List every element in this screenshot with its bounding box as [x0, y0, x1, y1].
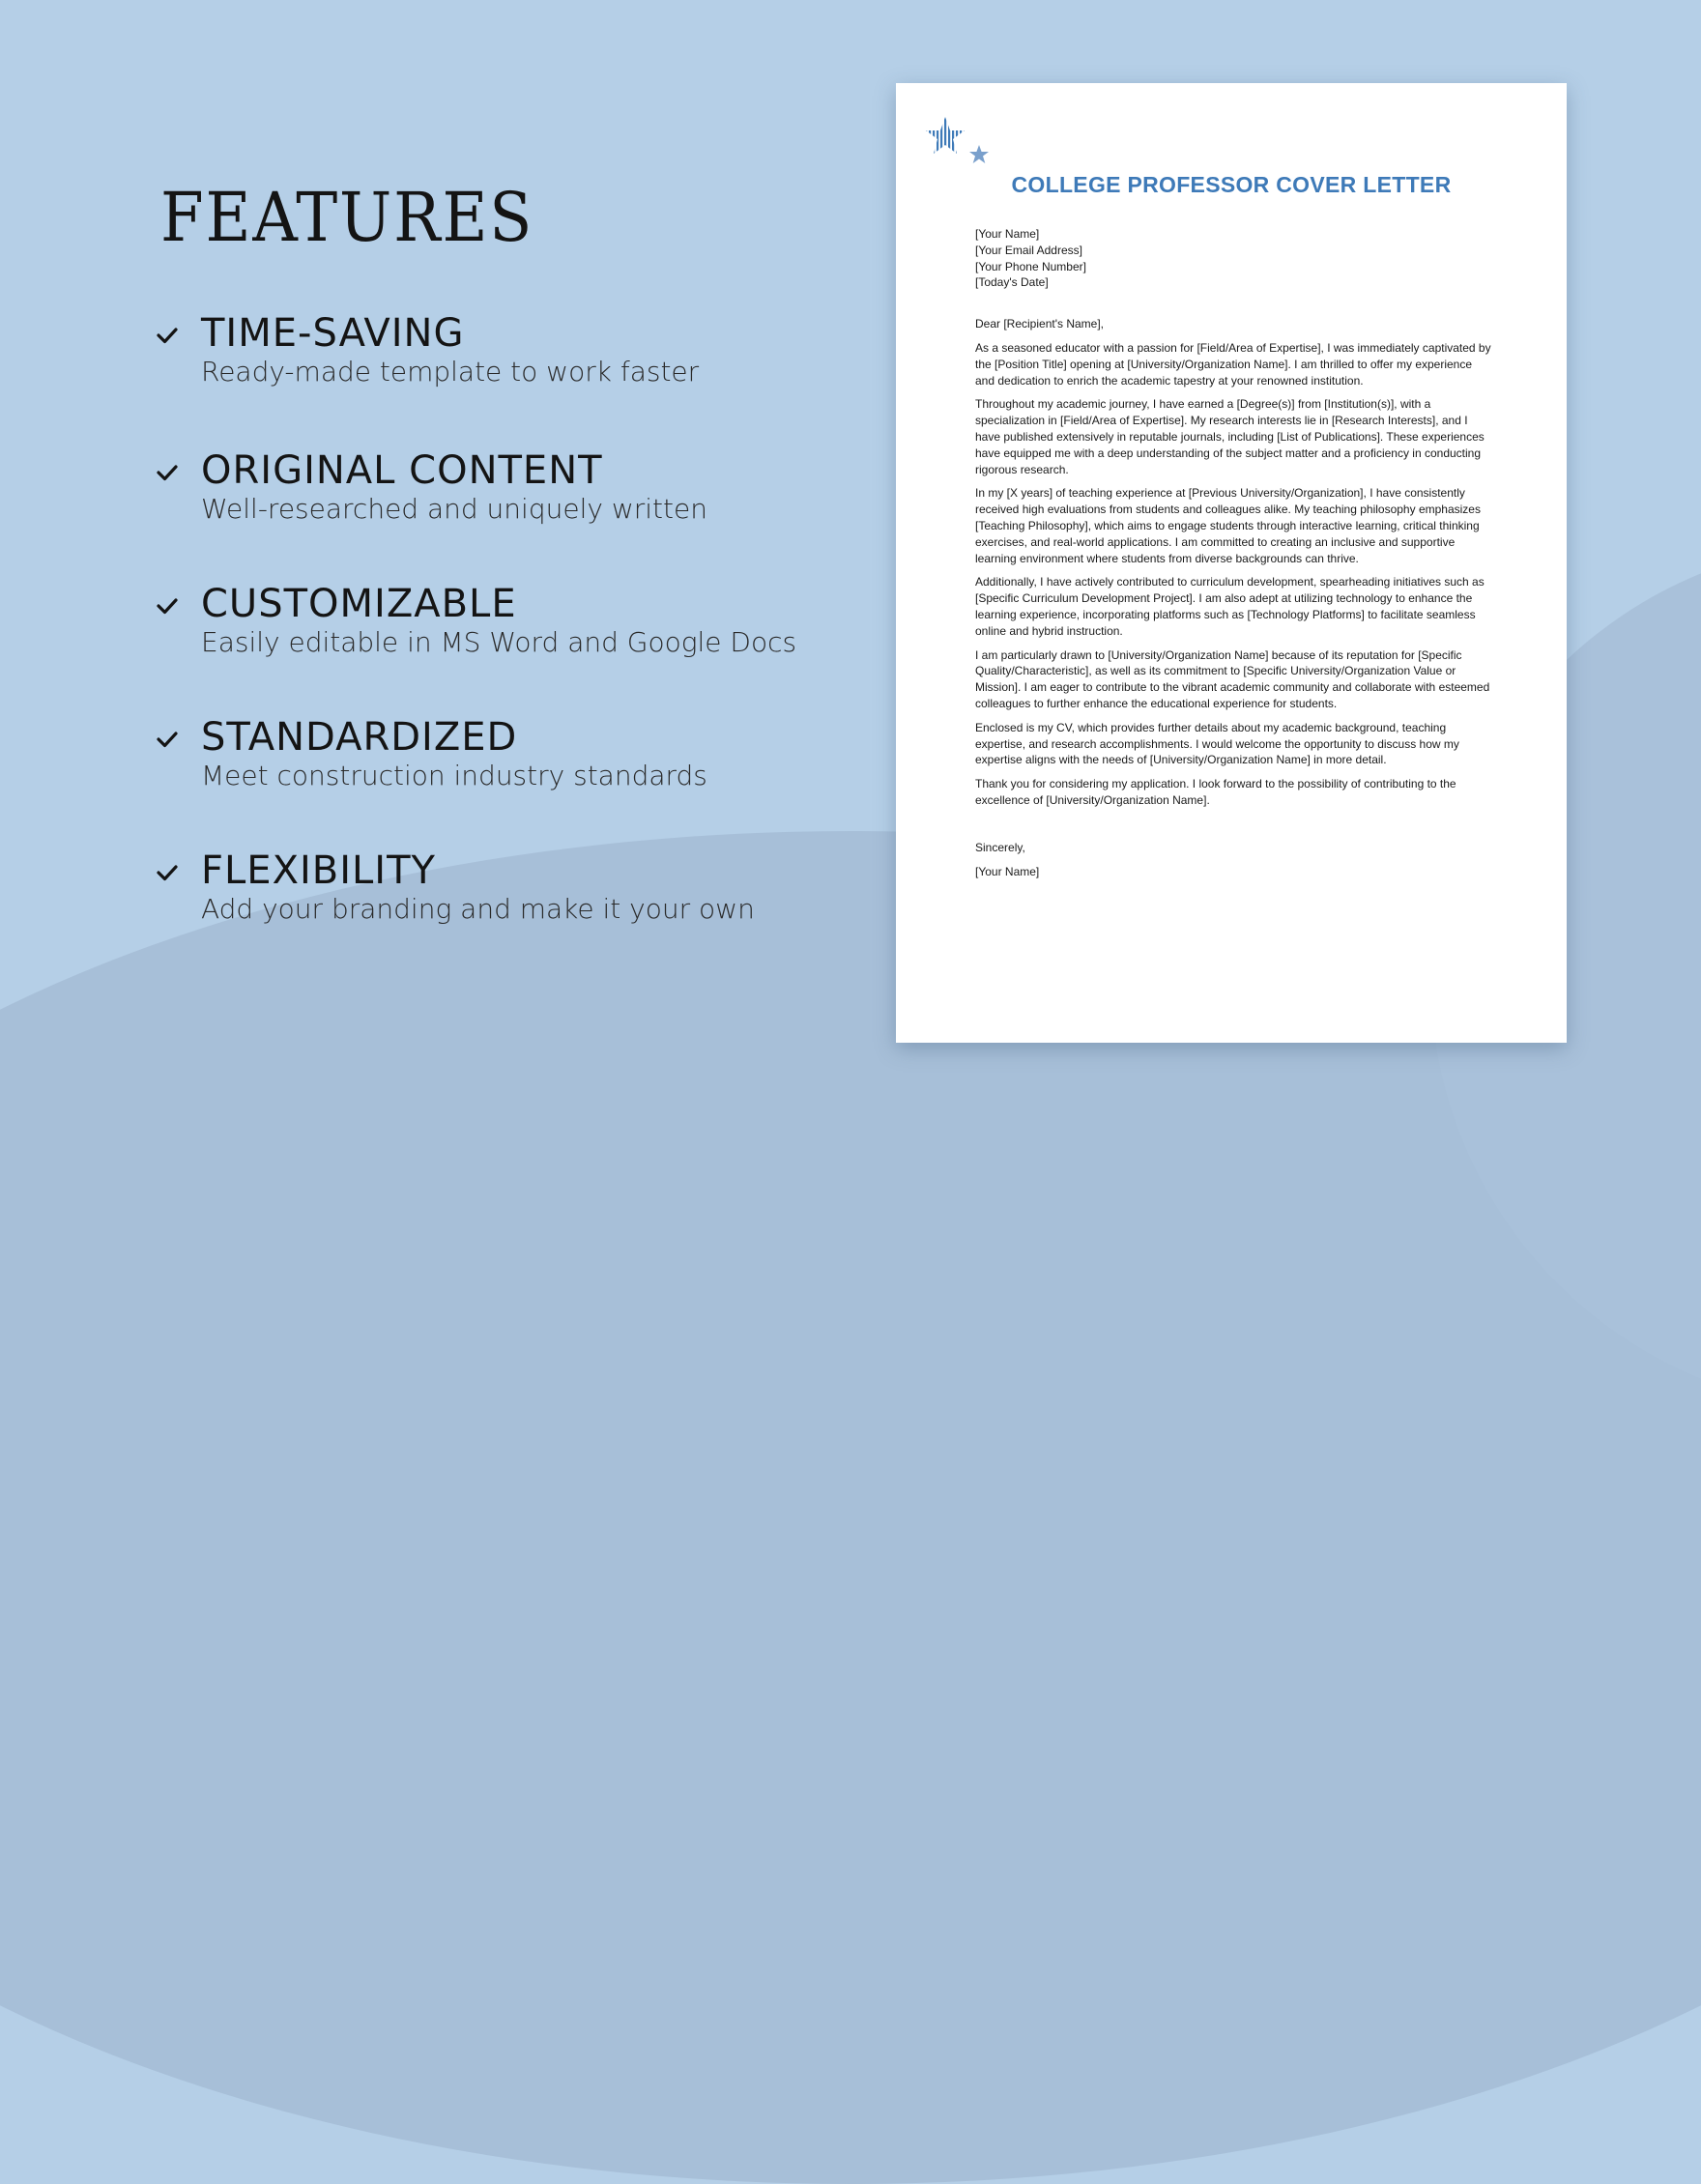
- paragraph: In my [X years] of teaching experience at [Previous University/Organization], I have consistently received high evaluations from students and colleagues alike. My teaching philosophy emphasizes [Teaching Philosophy], which aims to engage students through interactive learning, critical thinking exercises, and real-world applications. I am committed to creating an inclusive and supportive learning environment where students from diverse backgrounds can thrive.: [975, 486, 1481, 565]
- feature-description: Easily editable in MS Word and Google Docs: [201, 626, 797, 658]
- cover-letter-document: [896, 83, 1567, 1043]
- sender-name: [Your Name]: [975, 227, 1040, 241]
- document-title: COLLEGE PROFESSOR COVER LETTER: [1011, 172, 1452, 197]
- paragraph: Thank you for considering my application. I look forward to the possibility of contributing to the excellence of [University/Organization Name].: [975, 777, 1456, 807]
- letter-body: [975, 226, 1492, 887]
- paragraph: I am particularly drawn to [University/Organization Name] because of its reputation for [Specific Quality/Characteristic], as well as its commitment to [Specific University/Organization Value or Mission]. I am eager to contribute to the vibrant academic community and collaborate with esteemed colleagues to further enhance the educational experience for students.: [975, 647, 1490, 710]
- sender-email: [Your Email Address]: [975, 243, 1082, 257]
- feature-description: Meet construction industry standards: [201, 760, 707, 791]
- closing: Sincerely,: [975, 840, 1025, 854]
- paragraph: Enclosed is my CV, which provides further details about my academic background, teaching expertise, and research accomplishments. I would welcome the opportunity to discuss how my expertise aligns with the needs of [University/Organization Name] in more detail.: [975, 720, 1459, 767]
- paragraph: As a seasoned educator with a passion for [Field/Area of Expertise], I was immediately captivated by the [Position Title] opening at [University/Organization Name]. I am thrilled to offer my experience and dedication to enrich the academic tapestry at your renowned institution.: [975, 340, 1491, 388]
- check-icon: [155, 323, 180, 348]
- letter-date: [Today's Date]: [975, 275, 1049, 290]
- salutation: Dear [Recipient's Name],: [975, 317, 1105, 331]
- check-icon: [155, 727, 180, 752]
- check-icon: [155, 593, 180, 618]
- signature: [Your Name]: [975, 864, 1040, 878]
- feature-title: FLEXIBILITY: [201, 848, 436, 893]
- feature-description: Add your branding and make it your own: [201, 893, 755, 925]
- feature-description: Ready-made template to work faster: [201, 356, 700, 388]
- check-icon: [155, 460, 180, 485]
- paragraph: Throughout my academic journey, I have earned a [Degree(s)] from [Institution(s)], with a specialization in [Field/Area of Expertise]. My research interests lie in [Research Interests], and I have published extensively in reputable journals, including [List of Publications]. These experiences have equipped me with a deep understanding of the subject matter and a proficiency in conducting rigorous research.: [975, 397, 1485, 476]
- feature-description: Well-researched and uniquely written: [201, 493, 707, 525]
- sender-block: [975, 226, 1492, 291]
- feature-title: ORIGINAL CONTENT: [201, 448, 603, 493]
- feature-title: TIME-SAVING: [201, 311, 465, 356]
- feature-title: STANDARDIZED: [201, 715, 518, 760]
- feature-title: CUSTOMIZABLE: [201, 582, 517, 626]
- check-icon: [155, 860, 180, 885]
- sender-phone: [Your Phone Number]: [975, 259, 1086, 273]
- paragraph: Additionally, I have actively contributed to curriculum development, spearheading initiatives such as [Specific Curriculum Development Project]. I am also adept at utilizing technology to enhance the learning experience, incorporating platforms such as [Technology Platforms] to facilitate seamless online and hybrid instruction.: [975, 575, 1485, 638]
- features-heading: FEATURES: [160, 178, 534, 257]
- stars-icon: [925, 116, 993, 174]
